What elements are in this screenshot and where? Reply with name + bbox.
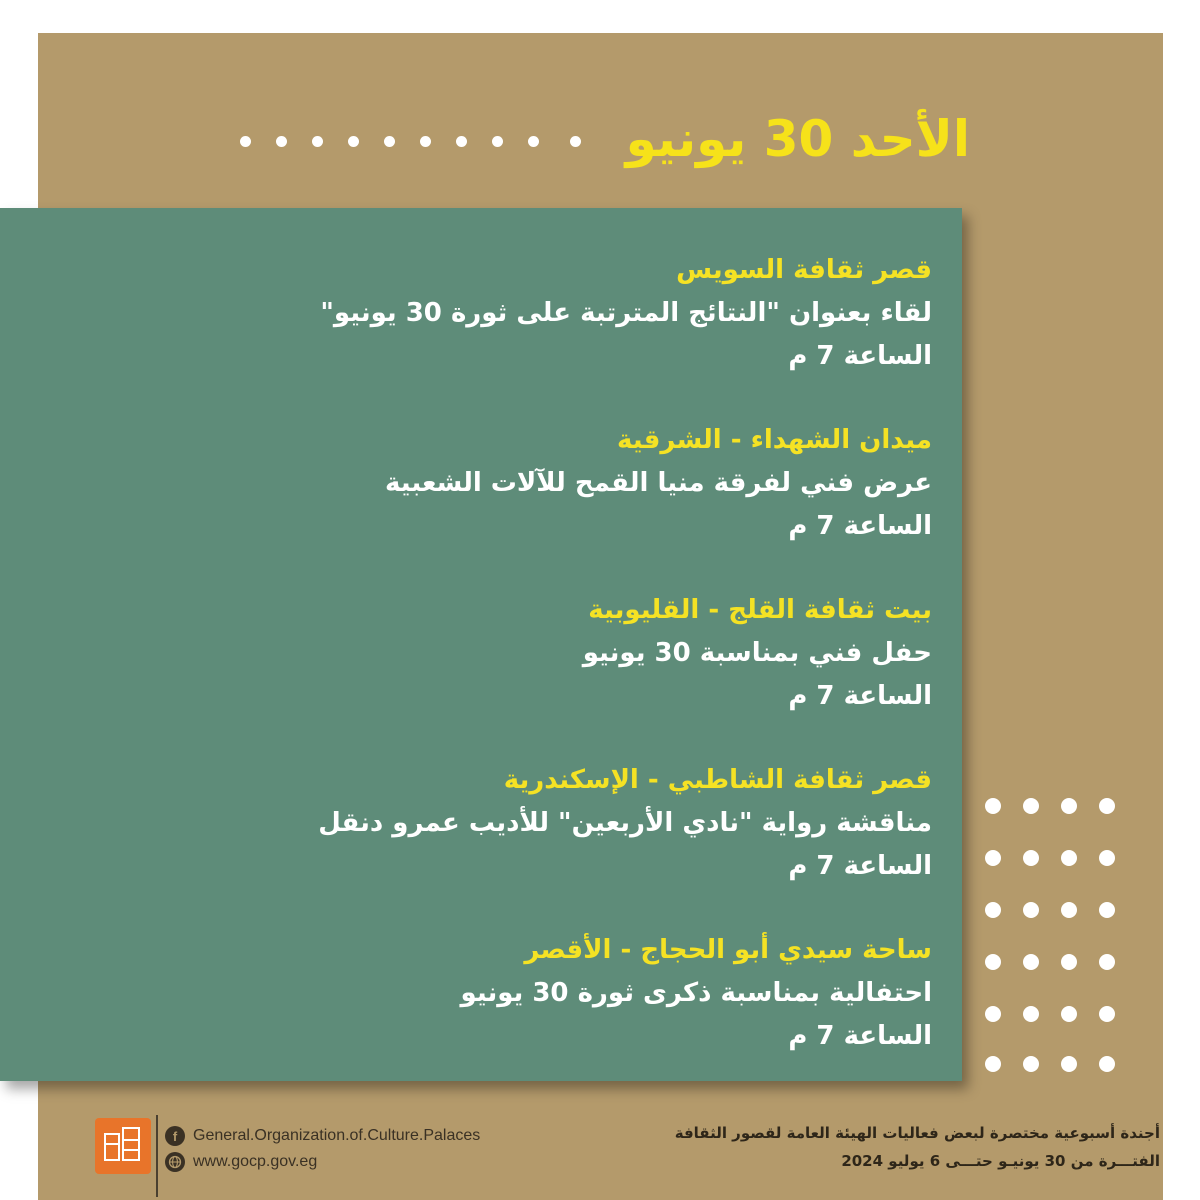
event-venue: قصر ثقافة السويس — [676, 255, 932, 285]
event-time: الساعة 7 م — [788, 511, 932, 541]
event-item — [72, 758, 932, 888]
decor-dot — [1061, 1056, 1077, 1072]
event-description: عرض فني لفرقة منيا القمح للآلات الشعبية — [384, 468, 932, 498]
website-link[interactable] — [165, 1150, 317, 1174]
event-item — [72, 248, 932, 378]
decor-dot — [312, 136, 323, 147]
decor-dot — [1023, 902, 1039, 918]
decor-dot — [985, 1056, 1001, 1072]
decor-dot — [1061, 850, 1077, 866]
decor-dot — [1023, 798, 1039, 814]
decor-dot — [1061, 954, 1077, 970]
facebook-link[interactable] — [165, 1124, 480, 1148]
facebook-icon: f — [165, 1126, 185, 1146]
decor-dot — [1023, 954, 1039, 970]
decor-dot — [348, 136, 359, 147]
page-title: الأحد 30 يونيو — [625, 110, 970, 168]
globe-icon — [165, 1152, 185, 1172]
facebook-handle: General.Organization.of.Culture.Palaces — [193, 1127, 481, 1144]
decor-dot — [1099, 1056, 1115, 1072]
decor-dot — [1099, 1006, 1115, 1022]
gocp-logo-icon — [95, 1118, 151, 1174]
decor-dot — [985, 850, 1001, 866]
event-venue: ساحة سيدي أبو الحجاج - الأقصر — [524, 935, 932, 965]
decor-dot — [985, 1006, 1001, 1022]
website-url: www.gocp.gov.eg — [193, 1153, 318, 1170]
event-time: الساعة 7 م — [788, 1021, 932, 1051]
decor-dot — [1023, 1006, 1039, 1022]
decor-dot — [1099, 902, 1115, 918]
event-venue: قصر ثقافة الشاطبي - الإسكندرية — [503, 765, 932, 795]
decor-dot — [985, 954, 1001, 970]
event-venue: ميدان الشهداء - الشرقية — [616, 425, 932, 455]
decor-dot — [528, 136, 539, 147]
decor-dot — [1099, 798, 1115, 814]
decor-dot — [570, 136, 581, 147]
decor-dot — [1023, 1056, 1039, 1072]
decor-dot — [420, 136, 431, 147]
event-item — [72, 418, 932, 548]
decor-dot — [456, 136, 467, 147]
event-time: الساعة 7 م — [788, 851, 932, 881]
event-description: احتفالية بمناسبة ذكرى ثورة 30 يونيو — [460, 978, 932, 1008]
decor-dot — [240, 136, 251, 147]
decor-dot — [1061, 902, 1077, 918]
title-dot-row — [240, 136, 580, 150]
agenda-period: الفتـــرة من 30 يونيـو حتـــى 6 يوليو 2024 — [841, 1152, 1160, 1170]
decor-dot — [985, 798, 1001, 814]
agenda-subtitle: أجندة أسبوعية مختصرة لبعض فعاليات الهيئة العامة لقصور الثقافة — [674, 1124, 1160, 1142]
decor-dot — [985, 902, 1001, 918]
event-venue: بيت ثقافة القلج - القليوبية — [588, 595, 932, 625]
decor-dot-grid — [985, 798, 1115, 1078]
event-description: مناقشة رواية "نادي الأربعين" للأديب عمرو دنقل — [318, 808, 932, 838]
event-time: الساعة 7 م — [788, 341, 932, 371]
event-description: لقاء بعنوان "النتائج المترتبة على ثورة 30 يونيو" — [320, 298, 932, 328]
decor-dot — [492, 136, 503, 147]
event-description: حفل فني بمناسبة 30 يونيو — [582, 638, 932, 668]
decor-dot — [1061, 798, 1077, 814]
decor-dot — [276, 136, 287, 147]
event-item — [72, 928, 932, 1058]
footer-divider — [156, 1115, 158, 1197]
event-time: الساعة 7 م — [788, 681, 932, 711]
decor-dot — [1023, 850, 1039, 866]
event-item — [72, 588, 932, 718]
decor-dot — [1099, 850, 1115, 866]
decor-dot — [384, 136, 395, 147]
decor-dot — [1099, 954, 1115, 970]
decor-dot — [1061, 1006, 1077, 1022]
